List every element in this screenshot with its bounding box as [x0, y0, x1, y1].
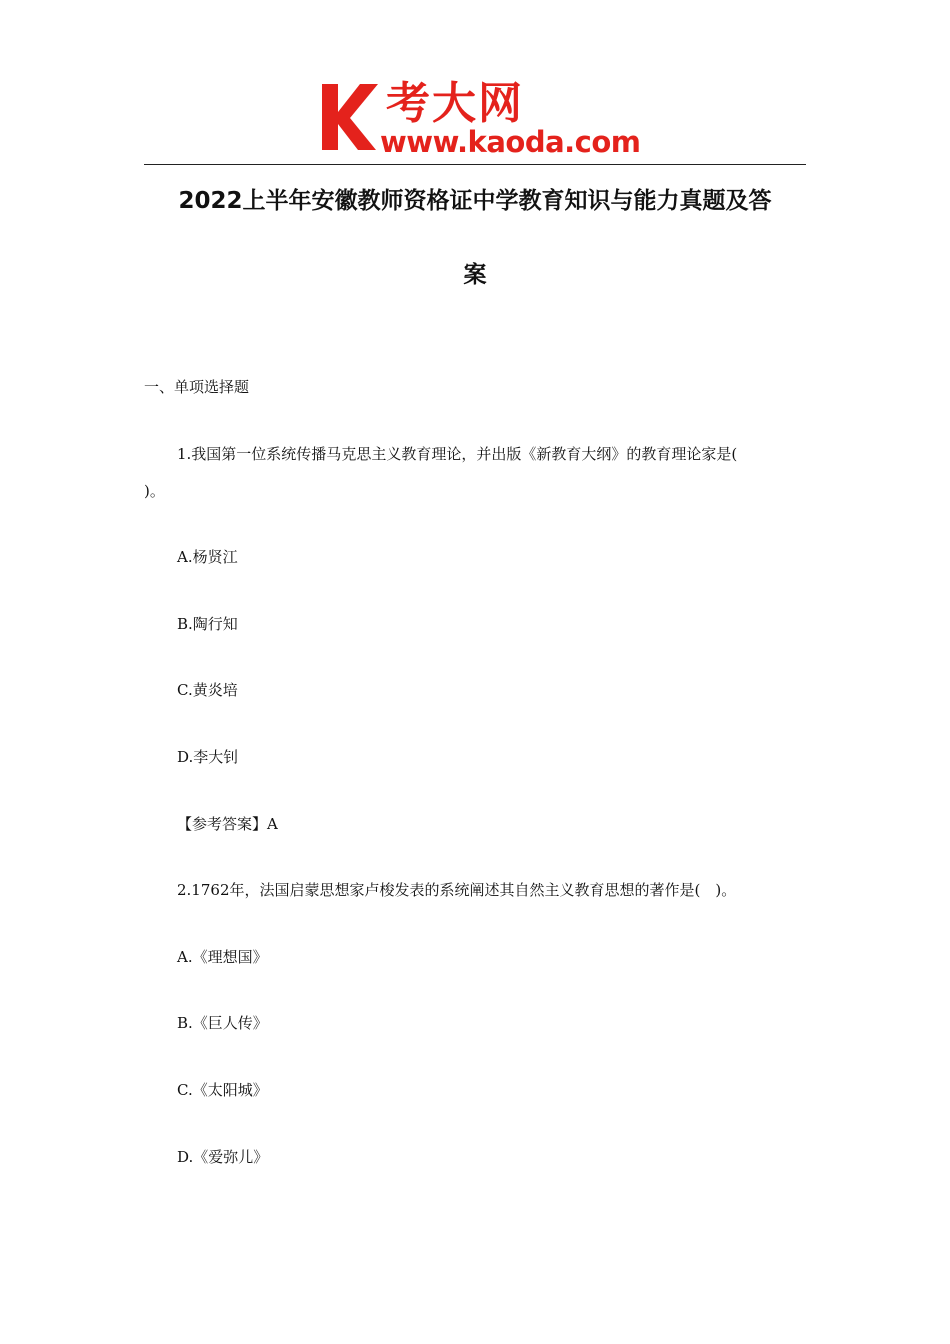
question-1-stem: 1.我国第一位系统传播马克思主义教育理论，并出版《新教育大纲》的教育理论家是( [177, 445, 738, 463]
header-divider [144, 164, 806, 165]
question-1-option-c: C.黄炎培 [177, 681, 238, 699]
question-1-option-a: A.杨贤江 [177, 548, 238, 566]
question-1-stem-continued: )。 [144, 482, 165, 500]
question-1-answer: 【参考答案】A [177, 815, 278, 833]
k-logo-icon [320, 82, 380, 152]
document-title-line-1: 2022上半年安徽教师资格证中学教育知识与能力真题及答 [178, 188, 772, 214]
question-1-option-d: D.李大钊 [177, 748, 239, 766]
section-heading: 一、单项选择题 [144, 378, 250, 396]
question-2-stem: 2.1762年，法国启蒙思想家卢梭发表的系统阐述其自然主义教育思想的著作是( )。 [177, 881, 737, 899]
document-title-line-2: 案 [463, 262, 487, 288]
logo-chinese-text: 考大网 [386, 78, 524, 129]
question-2-option-a: A.《理想国》 [177, 948, 268, 966]
logo-url-text: www.kaoda.com [380, 125, 641, 159]
question-2-option-d: D.《爱弥儿》 [177, 1148, 269, 1166]
question-1-option-b: B.陶行知 [177, 615, 238, 633]
question-2-option-b: B.《巨人传》 [177, 1014, 268, 1032]
kaoda-logo [318, 78, 640, 158]
question-2-option-c: C.《太阳城》 [177, 1081, 268, 1099]
